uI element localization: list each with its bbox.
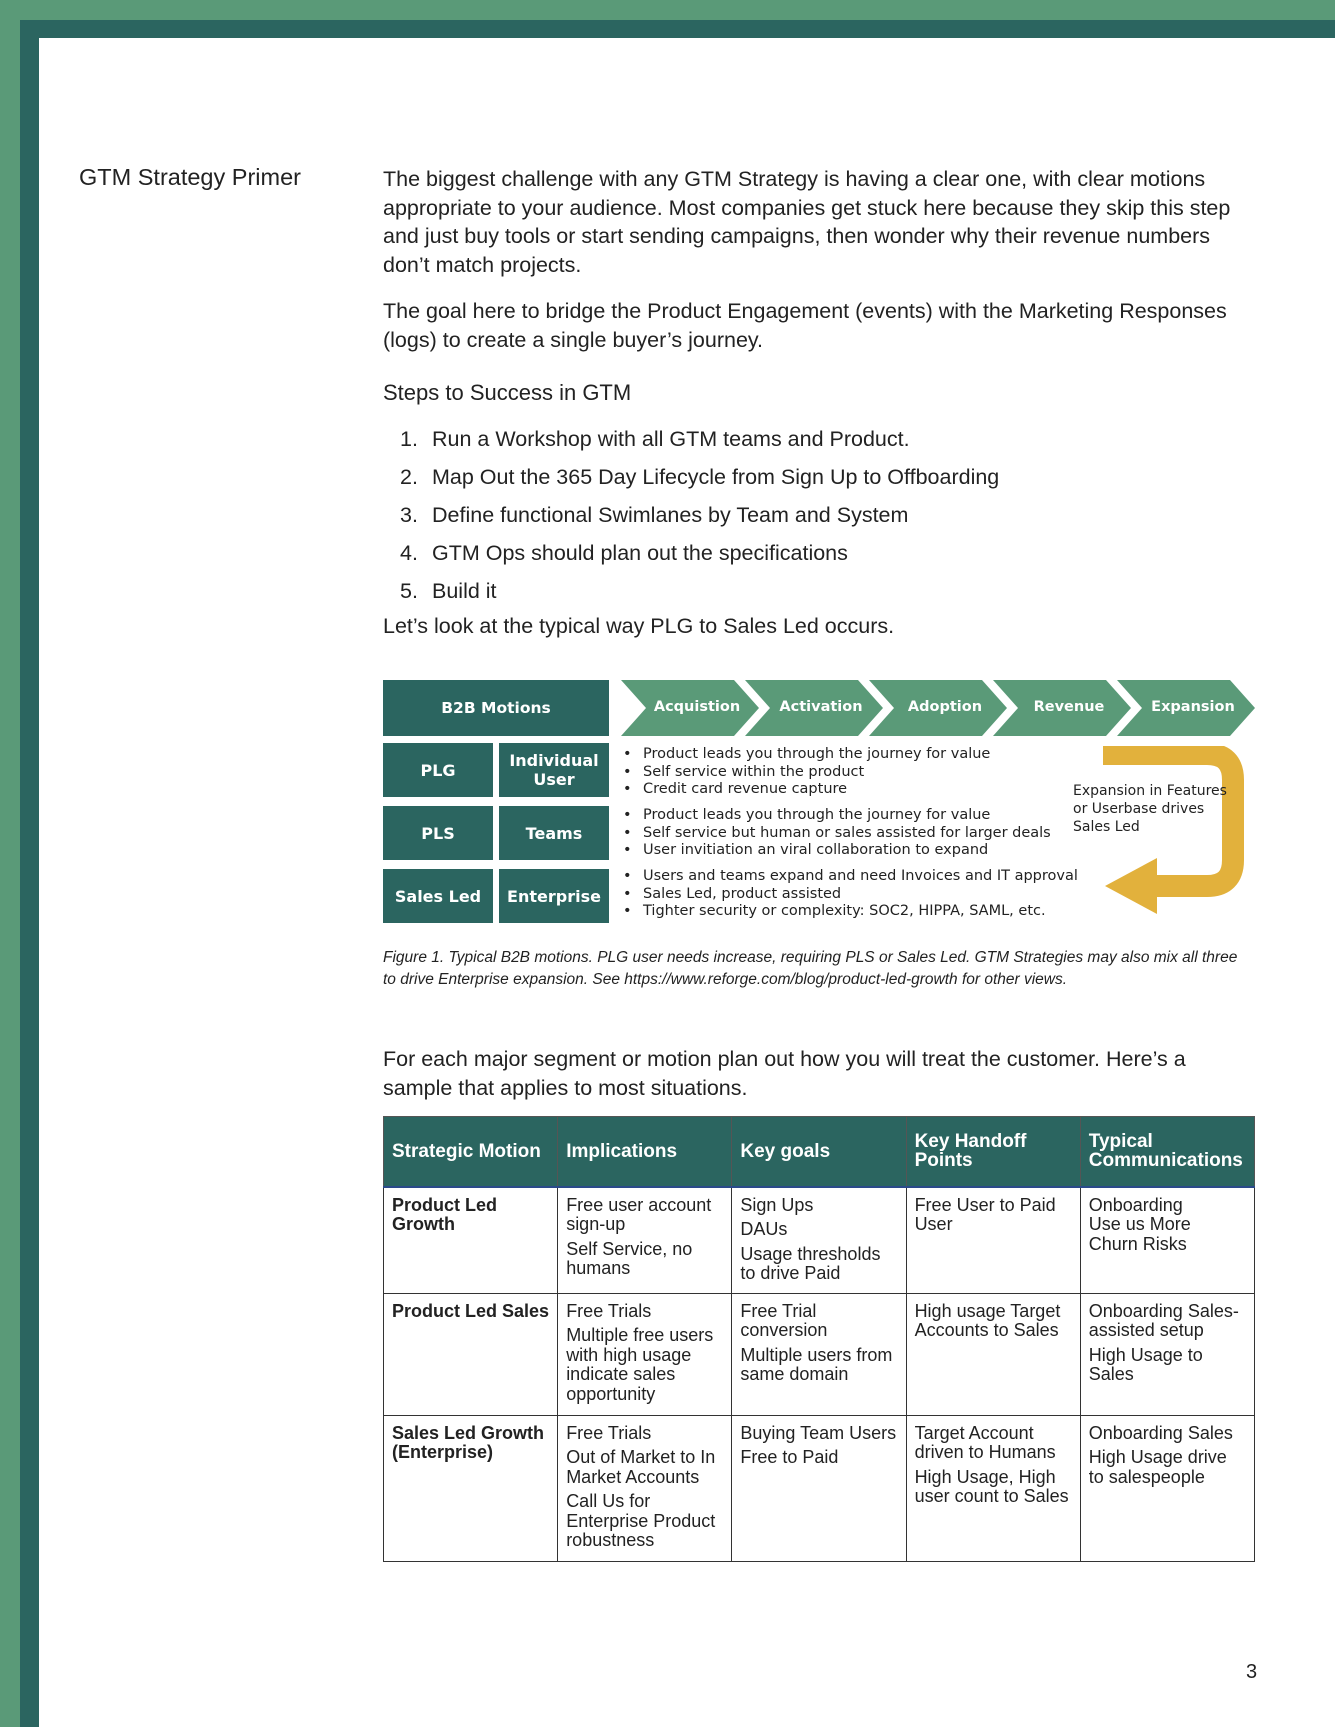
motion-plg: PLG: [383, 743, 493, 797]
b2b-motions-diagram: [383, 680, 1258, 925]
stage-label: Expansion: [1151, 699, 1235, 715]
figure-caption: Figure 1. Typical B2B motions. PLG user needs increase, requiring PLS or Sales Led. GTM Strategies may also mix all three to drive Enterprise expansion. See https://www.reforge.com/blog/product-led-growth for other views.: [383, 949, 1238, 988]
step-item: 2. Map Out the 365 Day Lifecycle from Sign Up to Offboarding: [400, 465, 1000, 489]
segment-intro: For each major segment or motion plan out how you will treat the customer. Here’s a sample that applies to most situations.: [383, 1047, 1186, 1100]
goals-cell: Buying Team Users Free to Paid: [732, 1415, 906, 1561]
left-frame-bar: [0, 0, 20, 1727]
page-number: 3: [1246, 1661, 1258, 1683]
column-header: Key goals: [732, 1117, 906, 1187]
column-header: Strategic Motion: [384, 1117, 558, 1187]
step-item: 4. GTM Ops should plan out the specifications: [400, 541, 848, 565]
lead-sentence: Let’s look at the typical way PLG to Sales Led occurs.: [383, 614, 895, 638]
steps-heading: Steps to Success in GTM: [383, 380, 632, 405]
sales-led-bullets: • Users and teams expand and need Invoices and IT approval • Sales Led, product assisted • Tighter security or complexity: SOC2, HIPPA, SAML, etc.: [623, 868, 1078, 921]
column-header: Key Handoff Points: [906, 1117, 1080, 1187]
audience-teams: Teams: [499, 806, 609, 860]
expansion-note: Expansion in Features or Userbase drives Sales Led: [1073, 783, 1227, 835]
goals-cell: Sign Ups DAUs Usage thresholds to drive Paid: [732, 1187, 906, 1294]
motions-table: [383, 1116, 1255, 1562]
stage-label: Acquistion: [653, 699, 741, 715]
steps-list: [383, 426, 1253, 604]
motion-cell: Product Led Sales: [384, 1293, 558, 1415]
stage-label: Activation: [779, 699, 863, 715]
main-content: [383, 165, 1253, 639]
column-header: Typical Communications: [1080, 1117, 1254, 1187]
motion-sales-led: Sales Led: [383, 869, 493, 923]
section-heading: GTM Strategy Primer: [79, 164, 301, 190]
implications-cell: Free Trials Out of Market to In Market Accounts Call Us for Enterprise Product robustness: [558, 1415, 732, 1561]
audience-individual-user: Individual User: [499, 743, 609, 797]
comms-cell: Onboarding Use us More Churn Risks: [1080, 1187, 1254, 1294]
motion-pls: PLS: [383, 806, 493, 860]
pls-bullets: • Product leads you through the journey for value • Self service but human or sales assisted for larger deals • User invitiation an viral collaboration to expand: [623, 807, 1051, 860]
handoffs-cell: Free User to Paid User: [906, 1187, 1080, 1294]
implications-cell: Free user account sign-up Self Service, no humans: [558, 1187, 732, 1294]
column-header: Implications: [558, 1117, 732, 1187]
step-item: 3. Define functional Swimlanes by Team and System: [400, 503, 909, 527]
intro-paragraph-2: The goal here to bridge the Product Engagement (events) with the Marketing Responses (logs) to create a single buyer’s journey.: [383, 299, 1227, 352]
top-frame-bar-dark: [20, 20, 1335, 38]
table-row: [384, 1187, 1255, 1294]
goals-cell: Free Trial conversion Multiple users from same domain: [732, 1293, 906, 1415]
table-header-row: [384, 1117, 1255, 1187]
table-row: [384, 1293, 1255, 1415]
audience-enterprise: Enterprise: [499, 869, 609, 923]
motion-cell: Sales Led Growth (Enterprise): [384, 1415, 558, 1561]
handoffs-cell: High usage Target Accounts to Sales: [906, 1293, 1080, 1415]
stage-label: Revenue: [1033, 699, 1105, 715]
motion-cell: Product Led Growth: [384, 1187, 558, 1294]
comms-cell: Onboarding Sales-assisted setup High Usage to Sales: [1080, 1293, 1254, 1415]
step-item: 1. Run a Workshop with all GTM teams and Product.: [400, 427, 910, 451]
stage-label: Adoption: [907, 699, 983, 715]
left-frame-bar-dark: [20, 20, 39, 1727]
implications-cell: Free Trials Multiple free users with high usage indicate sales opportunity: [558, 1293, 732, 1415]
top-frame-bar: [0, 0, 1335, 20]
step-item: 5. Build it: [400, 579, 497, 603]
comms-cell: Onboarding Sales High Usage drive to salespeople: [1080, 1415, 1254, 1561]
intro-paragraph-1: The biggest challenge with any GTM Strategy is having a clear one, with clear motions appropriate to your audience. Most companies get stuck here because they skip this step and just buy tools or start sending campaigns, then wonder why their revenue numbers don’t match projects.: [383, 167, 1231, 277]
handoffs-cell: Target Account driven to Humans High Usage, High user count to Sales: [906, 1415, 1080, 1561]
diagram-header: B2B Motions: [383, 680, 609, 736]
table-row: [384, 1415, 1255, 1561]
plg-bullets: • Product leads you through the journey for value • Self service within the product • Credit card revenue capture: [623, 746, 990, 799]
